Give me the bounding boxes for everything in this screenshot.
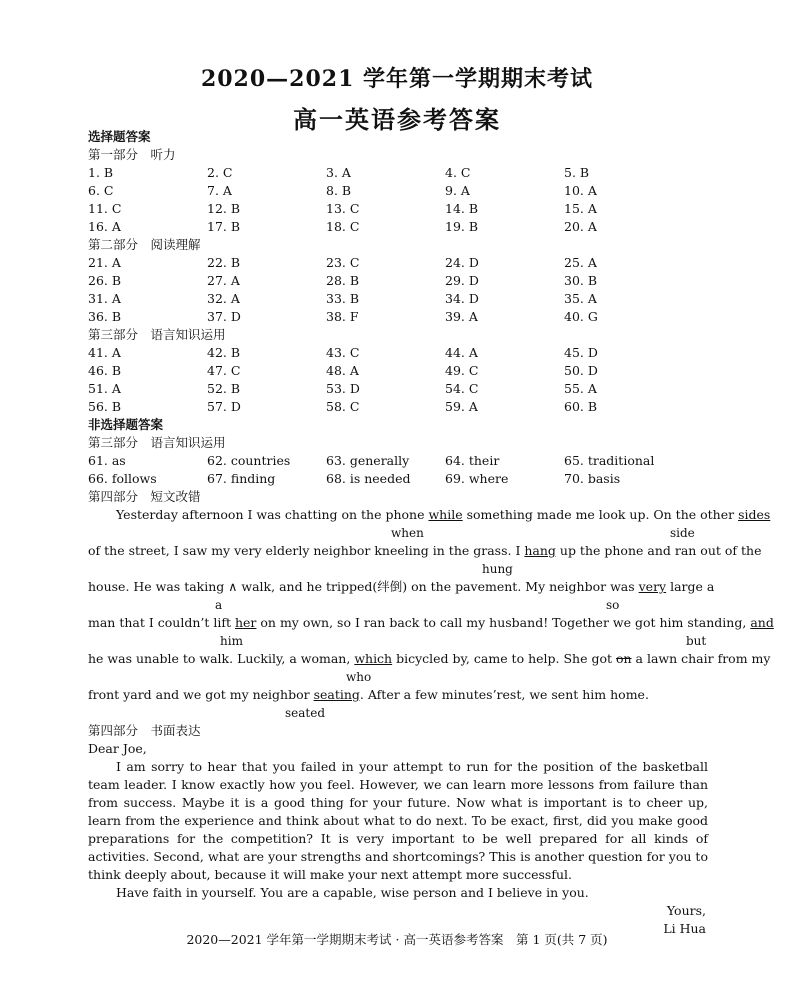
correction-word: hung [482, 562, 513, 576]
page-footer: 2020—2021 学年第一学期期末考试 · 高一英语参考答案 第 1 页(共 7 页) [186, 932, 608, 947]
answer-row [88, 218, 708, 236]
error-word: sides [738, 507, 771, 522]
answer-cell: 35. A [564, 291, 597, 306]
error-word: hang [524, 543, 556, 558]
error-word: while [428, 507, 463, 522]
answer-cell: 36. B [88, 309, 122, 324]
answer-cell: 57. D [207, 399, 241, 414]
essay-paragraph: I am sorry to hear that you failed in your attempt to run for the position of the basketball team leader. I know exactly how you feel. However, we can learn more lessons from failure than from success. Maybe it is a good thing for your future. Now what is important is to cheer up, learn from the experience and think about what to do next. To be exact, first, did you make good preparations for the competition? It is very important to be well prepared for all kinds of activities. Second, what are your strengths and shortcomings? This is another question for you to think deeply about, because it will make your next attempt more successful. [88, 759, 708, 882]
answer-cell: 38. F [326, 309, 359, 324]
part3b-heading: 第三部分 语言知识运用 [88, 435, 226, 450]
answer-cell: 28. B [326, 273, 360, 288]
answer-cell: 53. D [326, 381, 360, 396]
part1-answers [88, 164, 708, 236]
answer-cell: 25. A [564, 255, 597, 270]
answer-cell: 66. follows [88, 471, 157, 486]
deleted-word: on [615, 651, 632, 666]
answer-cell: 3. A [326, 165, 351, 180]
answer-row [88, 362, 708, 380]
answer-cell: 51. A [88, 381, 121, 396]
part1-heading: 第一部分 听力 [88, 147, 176, 162]
answer-cell: 32. A [207, 291, 240, 306]
answer-row [88, 182, 708, 200]
part2-heading: 第二部分 阅读理解 [88, 237, 201, 252]
answer-cell: 8. B [326, 183, 352, 198]
correction-line-6: front yard and we got my neighbor seating. After a few minutes’rest, we sent him home. seated [88, 687, 649, 720]
part2-answers [88, 254, 708, 326]
salutation: Dear Joe, [88, 741, 147, 756]
answer-cell: 45. D [564, 345, 598, 360]
part3-heading: 第三部分 语言知识运用 [88, 327, 226, 342]
answer-row [88, 272, 708, 290]
answer-cell: 30. B [564, 273, 598, 288]
answer-cell: 52. B [207, 381, 241, 396]
answer-cell: 23. C [326, 255, 360, 270]
answer-row [88, 254, 708, 272]
answer-cell: 19. B [445, 219, 479, 234]
answer-cell: 58. C [326, 399, 360, 414]
answer-cell: 13. C [326, 201, 360, 216]
answer-cell: 65. traditional [564, 453, 655, 468]
answer-row [88, 380, 708, 398]
answer-cell: 4. C [445, 165, 471, 180]
error-word: which [354, 651, 393, 666]
fill-answers [88, 452, 708, 488]
answer-row [88, 290, 708, 308]
answer-cell: 59. A [445, 399, 478, 414]
answer-cell: 37. D [207, 309, 241, 324]
answer-cell: 27. A [207, 273, 240, 288]
signature: Li Hua [663, 921, 706, 936]
answer-cell: 12. B [207, 201, 241, 216]
answer-row [88, 200, 708, 218]
answer-cell: 67. finding [207, 471, 276, 486]
part3-answers [88, 344, 708, 416]
correction-word: who [346, 670, 372, 684]
correction-word: a [215, 598, 223, 612]
answer-cell: 44. A [445, 345, 478, 360]
essay [88, 758, 708, 902]
answer-cell: 7. A [207, 183, 232, 198]
closing: Yours, [666, 903, 706, 918]
answer-cell: 46. B [88, 363, 122, 378]
answer-cell: 61. as [88, 453, 126, 468]
answer-cell: 33. B [326, 291, 360, 306]
answer-cell: 18. C [326, 219, 360, 234]
answer-cell: 70. basis [564, 471, 621, 486]
answer-cell: 9. A [445, 183, 470, 198]
error-word: very [638, 579, 667, 594]
answer-row [88, 470, 708, 488]
answer-cell: 69. where [445, 471, 509, 486]
answer-cell: 55. A [564, 381, 597, 396]
answer-cell: 62. countries [207, 453, 291, 468]
answer-row [88, 308, 708, 326]
answer-cell: 2. C [207, 165, 233, 180]
correction-line-2: of the street, I saw my very elderly neighbor kneeling in the grass. I hang up the phone and ran out of the hung [88, 543, 762, 576]
part4a-heading: 第四部分 短文改错 [88, 489, 201, 504]
correction-line-4: man that I couldn’t lift her on my own, so I ran back to call my husband! Together we got him standing, and him but [88, 615, 774, 648]
correction-line-5: he was unable to walk. Luckily, a woman, which bicycled by, came to help. She got on a lawn chair from my who [88, 651, 771, 684]
answer-cell: 15. A [564, 201, 597, 216]
answer-cell: 49. C [445, 363, 479, 378]
answer-cell: 39. A [445, 309, 478, 324]
answer-cell: 10. A [564, 183, 597, 198]
answer-cell: 40. G [564, 309, 598, 324]
answer-row [88, 398, 708, 416]
answer-cell: 1. B [88, 165, 114, 180]
correction-word: side [670, 526, 695, 540]
answer-cell: 60. B [564, 399, 598, 414]
answer-content [88, 128, 774, 938]
answer-row [88, 164, 708, 182]
answer-cell: 43. C [326, 345, 360, 360]
correction-word: so [606, 598, 620, 612]
correction-word: when [391, 526, 424, 540]
answer-row [88, 452, 708, 470]
answer-cell: 64. their [445, 453, 500, 468]
answer-cell: 42. B [207, 345, 241, 360]
answer-cell: 5. B [564, 165, 590, 180]
part4b-heading: 第四部分 书面表达 [88, 723, 201, 738]
answer-cell: 50. D [564, 363, 598, 378]
answer-cell: 68. is needed [326, 471, 411, 486]
answer-cell: 47. C [207, 363, 241, 378]
answer-cell: 17. B [207, 219, 241, 234]
answer-cell: 26. B [88, 273, 122, 288]
essay-paragraph: Have faith in yourself. You are a capable, wise person and I believe in you. [116, 885, 589, 900]
error-word: and [750, 615, 774, 630]
correction-line-3: house. He was taking ∧ walk, and he tripped(绊倒) on the pavement. My neighbor was very large a a so [88, 579, 715, 612]
answer-cell: 31. A [88, 291, 121, 306]
answer-cell: 24. D [445, 255, 479, 270]
answer-cell: 21. A [88, 255, 121, 270]
exam-title: 2020—2021 学年第一学期期末考试 [200, 66, 594, 92]
answer-cell: 11. C [88, 201, 122, 216]
correction-line-1: Yesterday afternoon I was chatting on the phone while something made me look up. On the other sides when side [116, 507, 771, 540]
answer-cell: 54. C [445, 381, 479, 396]
answer-cell: 48. A [326, 363, 359, 378]
answer-cell: 16. A [88, 219, 121, 234]
correction-word: seated [285, 706, 326, 720]
answer-cell: 6. C [88, 183, 114, 198]
answer-cell: 14. B [445, 201, 479, 216]
answer-cell: 20. A [564, 219, 597, 234]
answer-cell: 63. generally [326, 453, 410, 468]
answer-cell: 34. D [445, 291, 479, 306]
answer-cell: 29. D [445, 273, 479, 288]
correction-word: but [686, 634, 707, 648]
error-word: her [234, 615, 257, 630]
section-nonchoice-heading: 非选择题答案 [88, 417, 164, 432]
answer-cell: 41. A [88, 345, 121, 360]
correction-word: him [220, 634, 243, 648]
error-word: seating [313, 687, 360, 702]
answer-row [88, 344, 708, 362]
answer-cell: 22. B [207, 255, 241, 270]
answer-key-title: 高一英语参考答案 [293, 105, 501, 134]
section-choice-heading: 选择题答案 [88, 129, 151, 144]
answer-cell: 56. B [88, 399, 122, 414]
